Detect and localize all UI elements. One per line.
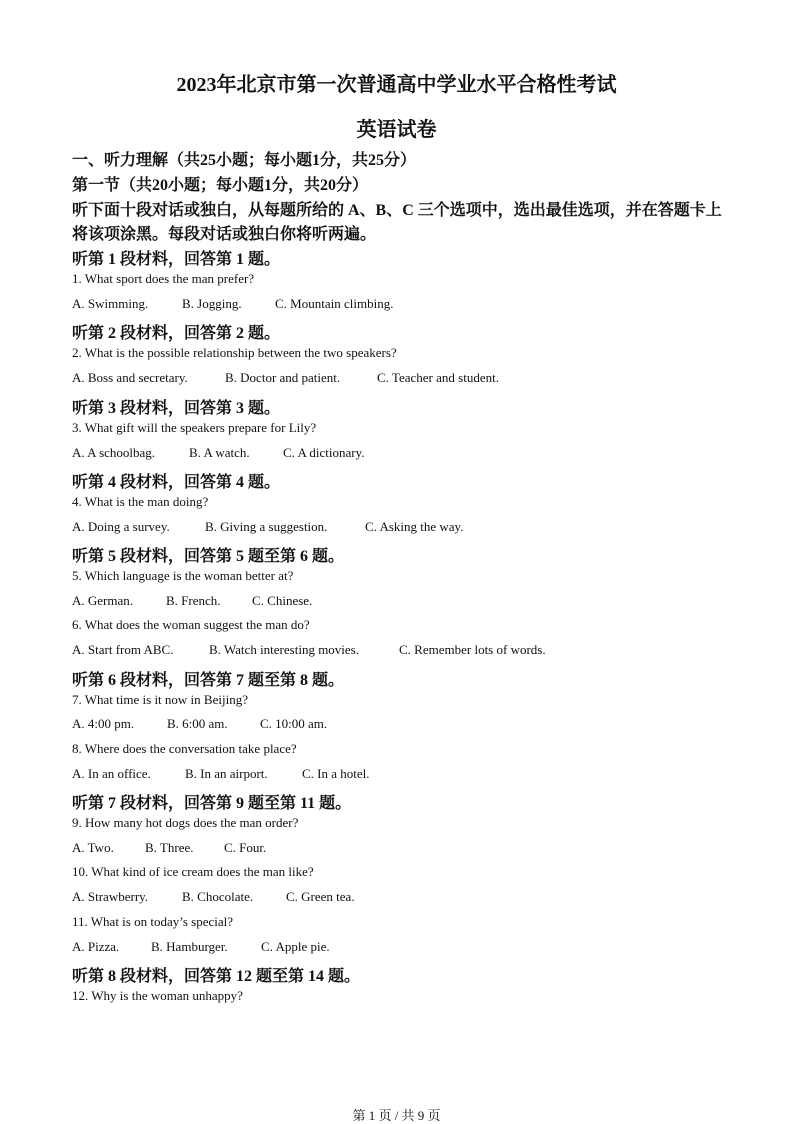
option-b: B. Chocolate.	[182, 889, 254, 904]
option-c: C. Asking the way.	[365, 519, 464, 534]
option-b: B. Three.	[145, 840, 194, 855]
question-text: 10. What kind of ice cream does the man like?	[72, 864, 314, 879]
option-c: C. Mountain climbing.	[275, 296, 394, 311]
option-b: B. Doctor and patient.	[225, 370, 341, 385]
material-heading: 听第 8 段材料，回答第 12 题至第 14 题。	[72, 968, 361, 985]
option-a: A. Pizza.	[72, 939, 120, 954]
option-b: B. Giving a suggestion.	[205, 519, 328, 534]
option-b: B. Hamburger.	[151, 939, 228, 954]
instruction-line-2: 将该项涂黑。每段对话或独白你将听两遍。	[72, 226, 377, 243]
option-a: A. Swimming.	[72, 296, 149, 311]
page-subtitle: 英语试卷	[356, 119, 437, 141]
question-text: 8. Where does the conversation take place?	[72, 741, 297, 756]
option-c: C. A dictionary.	[283, 445, 365, 460]
page-footer: 第 1 页 / 共 9 页	[352, 1108, 441, 1123]
question-text: 12. Why is the woman unhappy?	[72, 988, 243, 1003]
option-a: A. Start from ABC.	[72, 642, 174, 657]
instruction-line-1: 听下面十段对话或独白，从每题所给的 A、B、C 三个选项中，选出最佳选项，并在答题卡上	[72, 202, 722, 219]
part-heading: 第一节（共20小题；每小题1分，共20分）	[72, 177, 369, 194]
option-a: A. Strawberry.	[72, 889, 149, 904]
option-a: A. Doing a survey.	[72, 519, 170, 534]
question-text: 2. What is the possible relationship between the two speakers?	[72, 345, 397, 360]
option-a: A. German.	[72, 593, 134, 608]
option-b: B. A watch.	[189, 445, 250, 460]
option-a: A. 4:00 pm.	[72, 716, 135, 731]
option-c: C. In a hotel.	[302, 766, 370, 781]
question-text: 6. What does the woman suggest the man do?	[72, 617, 310, 632]
material-heading: 听第 5 段材料，回答第 5 题至第 6 题。	[72, 548, 345, 565]
option-a: A. Boss and secretary.	[72, 370, 188, 385]
option-a: A. Two.	[72, 840, 114, 855]
question-text: 3. What gift will the speakers prepare for Lily?	[72, 420, 317, 435]
material-heading: 听第 4 段材料，回答第 4 题。	[72, 474, 281, 491]
material-heading: 听第 6 段材料，回答第 7 题至第 8 题。	[72, 672, 345, 689]
option-a: A. A schoolbag.	[72, 445, 156, 460]
material-heading: 听第 2 段材料，回答第 2 题。	[72, 325, 281, 342]
question-text: 5. Which language is the woman better at?	[72, 568, 294, 583]
section-heading: 一、听力理解（共25小题；每小题1分，共25分）	[72, 152, 417, 169]
material-heading: 听第 1 段材料，回答第 1 题。	[72, 251, 281, 268]
option-c: C. Teacher and student.	[377, 370, 499, 385]
option-b: B. 6:00 am.	[167, 716, 228, 731]
question-text: 11. What is on today’s special?	[72, 914, 234, 929]
option-c: C. Apple pie.	[261, 939, 330, 954]
question-text: 1. What sport does the man prefer?	[72, 271, 255, 286]
option-a: A. In an office.	[72, 766, 151, 781]
option-c: C. 10:00 am.	[260, 716, 328, 731]
option-b: B. Watch interesting movies.	[209, 642, 359, 657]
question-text: 4. What is the man doing?	[72, 494, 209, 509]
option-c: C. Green tea.	[286, 889, 355, 904]
option-c: C. Four.	[224, 840, 267, 855]
option-c: C. Remember lots of words.	[399, 642, 546, 657]
material-heading: 听第 3 段材料，回答第 3 题。	[72, 400, 281, 417]
material-heading: 听第 7 段材料，回答第 9 题至第 11 题。	[72, 795, 352, 812]
question-text: 7. What time is it now in Beijing?	[72, 692, 248, 707]
option-b: B. French.	[166, 593, 221, 608]
question-text: 9. How many hot dogs does the man order?	[72, 815, 299, 830]
option-c: C. Chinese.	[252, 593, 313, 608]
option-b: B. In an airport.	[185, 766, 268, 781]
option-b: B. Jogging.	[182, 296, 242, 311]
page-title: 2023年北京市第一次普通高中学业水平合格性考试	[176, 74, 617, 96]
